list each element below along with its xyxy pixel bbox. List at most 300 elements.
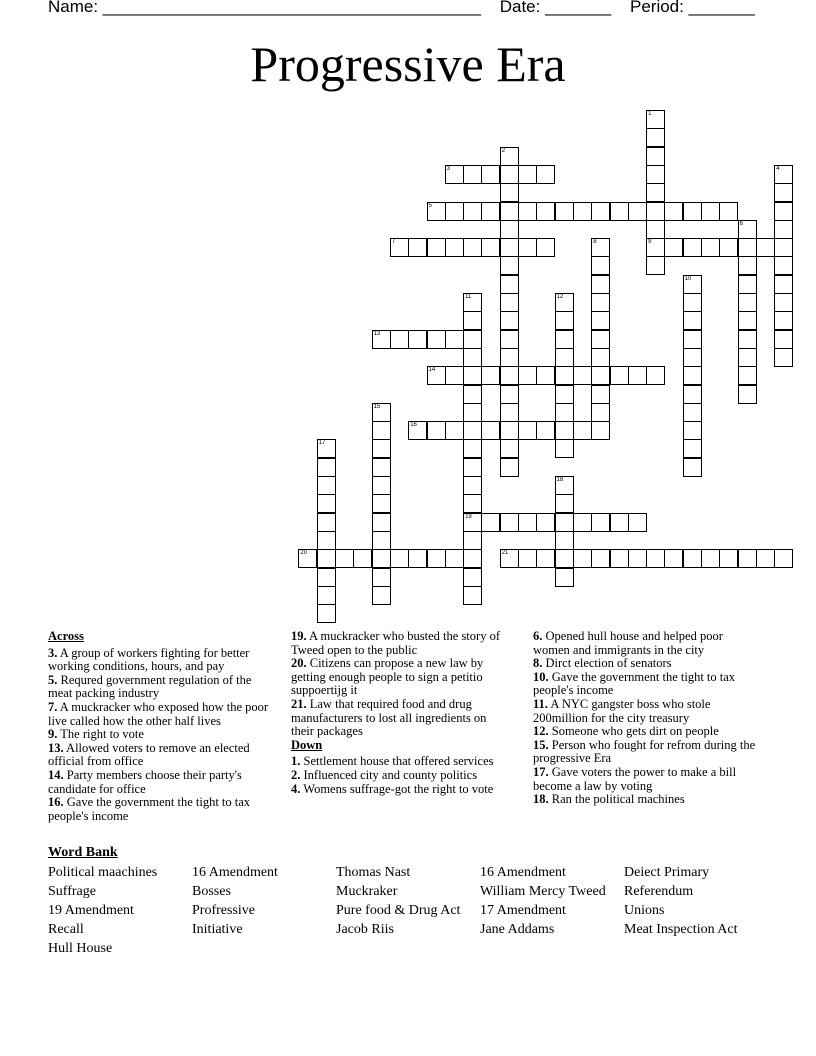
crossword-cell[interactable] [481,513,500,532]
date-field[interactable]: Date: _______ [499,0,612,16]
clue-number-label: 5. [48,672,58,687]
crossword-cell[interactable] [500,293,519,312]
crossword-cell[interactable] [591,275,610,294]
crossword-cell[interactable] [500,330,519,349]
crossword-cell[interactable] [463,366,482,385]
crossword-cell[interactable] [481,238,500,257]
period-field[interactable]: Period: _______ [630,0,755,16]
crossword-cell[interactable] [481,165,500,184]
crossword-cell[interactable] [463,513,482,532]
crossword-cell[interactable] [646,147,665,166]
word-bank-item: Unions [624,903,665,918]
clue-number: 19 [465,513,472,520]
crossword-cell[interactable] [591,385,610,404]
crossword-cell[interactable] [555,531,574,550]
crossword-cell[interactable] [555,494,574,513]
down-clue [533,739,759,766]
clue-number-label: 10. [533,669,549,684]
clue-number-label: 1. [291,754,301,769]
clue-number: 12 [556,294,564,300]
crossword-cell[interactable] [463,439,482,458]
crossword-cell[interactable] [463,311,482,330]
crossword-cell[interactable] [738,385,757,404]
across-clue [48,647,276,674]
crossword-cell[interactable] [610,202,629,221]
crossword-cell[interactable] [738,366,757,385]
clue-text: Opened hull house and helped poor women and immigrants in the city [533,629,723,657]
crossword-cell[interactable] [664,202,683,221]
crossword-cell[interactable] [427,421,446,440]
crossword-cell[interactable] [500,275,519,294]
word-bank-item: Thomas Nast [336,865,411,880]
clue-number: 7 [391,239,396,246]
crossword-cell[interactable] [536,366,555,385]
crossword-cell[interactable] [646,165,665,184]
crossword-cell[interactable] [317,586,336,605]
crossword-cell[interactable] [738,330,757,349]
crossword-cell[interactable] [518,165,537,184]
crossword-cell[interactable] [536,165,555,184]
crossword-cell[interactable] [518,366,537,385]
crossword-cell[interactable] [408,330,427,349]
clue-number-label: 4. [291,781,301,796]
crossword-cell[interactable] [463,165,482,184]
word-bank-item: Muckraker [336,884,398,899]
crossword-cell[interactable] [536,513,555,532]
crossword-cell[interactable] [445,330,464,349]
clue-text: Settlement house that offered services [300,754,494,769]
crossword-cell[interactable] [555,293,574,312]
crossword-cell[interactable] [463,348,482,367]
crossword-cell[interactable] [774,165,793,184]
word-bank-item: 19 Amendment [48,903,134,918]
clue-number-label: 20. [291,656,307,671]
crossword-cell[interactable] [463,385,482,404]
down-clue [291,755,511,769]
crossword-cell[interactable] [372,531,391,550]
crossword-cell[interactable] [628,549,647,568]
crossword-cell[interactable] [646,183,665,202]
crossword-cell[interactable] [774,183,793,202]
crossword-cell[interactable] [664,238,683,257]
crossword-cell[interactable] [463,568,482,587]
word-bank-item: Profressive [192,903,255,918]
crossword-cell[interactable] [372,494,391,513]
crossword-cell[interactable] [317,458,336,477]
crossword-cell[interactable] [500,183,519,202]
clue-text: Law that required food and drug manufacturers to lost all ingredients on their packages [291,696,487,739]
clue-number-label: 8. [533,656,543,671]
crossword-cell[interactable] [372,458,391,477]
clue-number: 20 [300,550,308,557]
crossword-cell[interactable] [573,513,592,532]
crossword-cell[interactable] [683,366,702,385]
clue-number-label: 6. [533,629,543,643]
clue-text: Ran the political machines [548,792,685,807]
crossword-cell[interactable] [683,275,702,294]
crossword-cell[interactable] [463,549,482,568]
crossword-cell[interactable] [591,421,610,440]
down-clue [533,671,759,698]
clue-number: 18 [556,477,564,483]
crossword-cell[interactable] [774,275,793,294]
crossword-cell[interactable] [555,476,574,495]
crossword-cell[interactable] [683,421,702,440]
crossword-cell[interactable] [774,549,793,568]
clue-number: 5 [428,202,432,209]
crossword-cell[interactable] [555,513,574,532]
crossword-cell[interactable] [500,147,519,166]
crossword-cell[interactable] [536,202,555,221]
down-clue [533,657,759,671]
crossword-cell[interactable] [555,549,574,568]
crossword-cell[interactable] [555,366,574,385]
crossword-cell[interactable] [500,165,519,184]
across-clue [291,657,511,698]
crossword-cell[interactable] [646,366,665,385]
word-bank-item: Jane Addams [480,922,555,937]
crossword-cell[interactable] [646,256,665,275]
crossword-cell[interactable] [408,421,427,440]
clue-number: 14 [428,367,436,374]
clue-text: Dirct election of senators [542,656,672,671]
clue-number-label: 13. [48,740,64,755]
down-heading: Down [291,737,323,752]
clue-number: 16 [410,422,417,429]
crossword-cell[interactable] [427,330,446,349]
clue-number: 10 [684,275,692,282]
crossword-cell[interactable] [591,366,610,385]
crossword-cell[interactable] [555,439,574,458]
crossword-cell[interactable] [372,549,391,568]
crossword-cell[interactable] [335,549,354,568]
crossword-cell[interactable] [701,238,720,257]
crossword-cell[interactable] [591,202,610,221]
clue-number-label: 9. [48,727,58,742]
word-bank-item: Recall [48,922,84,937]
crossword-cell[interactable] [573,421,592,440]
clue-text: A muckracker who exposed how the poor live called how the other half lives [48,699,269,728]
crossword-cell[interactable] [500,549,519,568]
crossword-cell[interactable] [463,531,482,550]
crossword-cell[interactable] [500,385,519,404]
crossword-cell[interactable] [738,549,757,568]
clue-text: A NYC gangster boss who stole 200million for the city treasury [533,696,711,725]
crossword-cell[interactable] [719,202,738,221]
crossword-cell[interactable] [738,256,757,275]
clue-number: 4 [776,165,780,172]
crossword-cell[interactable] [518,549,537,568]
clue-number: 8 [593,239,597,246]
crossword-cell[interactable] [445,549,464,568]
crossword-cell[interactable] [738,238,757,257]
crossword-cell[interactable] [555,348,574,367]
crossword-cell[interactable] [683,458,702,477]
across-clue [48,769,276,796]
clue-number-label: 7. [48,699,58,714]
clues-column-3 [533,630,759,807]
word-bank-item: Referendum [624,884,694,899]
crossword-cell[interactable] [427,202,446,221]
clue-text: Gave the government the tight to tax people's income [533,669,736,698]
clue-number: 9 [648,239,652,246]
crossword-cell[interactable] [481,421,500,440]
crossword-cell[interactable] [683,439,702,458]
clue-text: Gave voters the power to make a bill become a law by voting [533,764,737,793]
crossword-cell[interactable] [774,330,793,349]
clue-text: Citizens can propose a new law by getting enough people to sign a petitio suppoertijg it [291,656,484,698]
down-clue [533,766,759,793]
crossword-cell[interactable] [628,202,647,221]
crossword-cell[interactable] [353,549,372,568]
clue-text: Party members choose their party's candidate for office [48,767,242,796]
crossword-cell[interactable] [774,293,793,312]
crossword-cell[interactable] [427,366,446,385]
word-bank-item: 17 Amendment [480,903,566,918]
crossword-cell[interactable] [536,238,555,257]
clue-number: 15 [373,403,381,410]
crossword-cell[interactable] [591,256,610,275]
word-bank-item: Bosses [192,884,231,899]
clue-number-label: 15. [533,737,549,752]
crossword-cell[interactable] [719,549,738,568]
crossword-cell[interactable] [445,421,464,440]
clue-text: Someone who gets dirt on people [548,724,719,739]
crossword-cell[interactable] [463,586,482,605]
crossword-cell[interactable] [500,238,519,257]
across-clue [291,698,511,739]
crossword-cell[interactable] [683,293,702,312]
crossword-cell[interactable] [683,330,702,349]
crossword-cell[interactable] [317,494,336,513]
down-clue [533,630,759,657]
crossword-cell[interactable] [317,531,336,550]
clue-text: The right to vote [57,727,144,742]
crossword-cell[interactable] [445,366,464,385]
crossword-cell[interactable] [445,165,464,184]
crossword-cell[interactable] [390,238,409,257]
clue-number-label: 2. [291,767,301,782]
clue-text: Allowed voters to remove an elected official from office [48,740,250,769]
down-clue [533,793,759,807]
crossword-cell[interactable] [774,238,793,257]
crossword-cell[interactable] [372,476,391,495]
crossword-cell[interactable] [591,549,610,568]
down-clue [533,725,759,739]
crossword-cell[interactable] [427,238,446,257]
clue-number: 11 [465,294,472,300]
clue-number-label: 11. [533,696,548,711]
crossword-cell[interactable] [683,348,702,367]
crossword-cell[interactable] [646,220,665,239]
crossword-cell[interactable] [756,238,775,257]
crossword-cell[interactable] [555,330,574,349]
crossword-cell[interactable] [591,330,610,349]
crossword-cell[interactable] [774,311,793,330]
crossword-cell[interactable] [500,421,519,440]
crossword-cell[interactable] [628,366,647,385]
clue-text: Womens suffrage-got the right to vote [300,781,494,796]
crossword-cell[interactable] [500,513,519,532]
crossword-cell[interactable] [573,202,592,221]
word-bank-item: Deiect Primary [624,865,710,880]
crossword-cell[interactable] [500,439,519,458]
crossword-cell[interactable] [500,348,519,367]
crossword-cell[interactable] [500,311,519,330]
crossword-cell[interactable] [427,549,446,568]
across-clue [48,796,276,823]
word-bank [48,863,768,958]
crossword-cell[interactable] [390,330,409,349]
crossword-cell[interactable] [372,330,391,349]
crossword-cell[interactable] [573,366,592,385]
crossword-cell[interactable] [500,458,519,477]
crossword-cell[interactable] [738,220,757,239]
crossword-cell[interactable] [463,403,482,422]
across-heading: Across [48,629,84,643]
clue-number-label: 16. [48,795,64,810]
clue-number-label: 19. [291,629,307,643]
crossword-cell[interactable] [518,202,537,221]
crossword-cell[interactable] [555,311,574,330]
crossword-cell[interactable] [500,403,519,422]
crossword-cell[interactable] [372,513,391,532]
clue-number-label: 21. [291,696,307,711]
crossword-cell[interactable] [738,311,757,330]
clue-number-label: 3. [48,645,58,660]
crossword-cell[interactable] [646,202,665,221]
down-clue [533,698,759,725]
crossword-cell[interactable] [774,256,793,275]
crossword-cell[interactable] [518,513,537,532]
word-bank-item: Suffrage [48,884,96,899]
crossword-cell[interactable] [701,202,720,221]
crossword-cell[interactable] [555,202,574,221]
crossword-cell[interactable] [500,366,519,385]
across-clue [291,630,511,657]
crossword-cell[interactable] [555,421,574,440]
word-bank-item: 16 Amendment [480,865,566,880]
crossword-cell[interactable] [481,202,500,221]
crossword-cell[interactable] [463,330,482,349]
crossword-cell[interactable] [555,568,574,587]
crossword-cell[interactable] [536,549,555,568]
down-clue [291,783,511,797]
crossword-cell[interactable] [628,513,647,532]
name-field[interactable]: Name: ________________________________________ [48,0,481,16]
crossword-cell[interactable] [463,458,482,477]
crossword-cell[interactable] [683,403,702,422]
crossword-cell[interactable] [536,421,555,440]
crossword-cell[interactable] [646,238,665,257]
crossword-cell[interactable] [610,513,629,532]
crossword-cell[interactable] [390,549,409,568]
clue-number: 13 [373,330,381,337]
crossword-cell[interactable] [774,348,793,367]
crossword-cell[interactable] [683,311,702,330]
crossword-cell[interactable] [500,202,519,221]
crossword-cell[interactable] [573,549,592,568]
crossword-cell[interactable] [683,385,702,404]
crossword-cell[interactable] [738,293,757,312]
crossword-cell[interactable] [756,549,775,568]
crossword-cell[interactable] [463,238,482,257]
crossword-cell[interactable] [408,238,427,257]
crossword-cell[interactable] [591,293,610,312]
crossword-cell[interactable] [408,549,427,568]
crossword-cell[interactable] [738,275,757,294]
crossword-cell[interactable] [719,238,738,257]
crossword-cell[interactable] [445,238,464,257]
crossword-cell[interactable] [372,568,391,587]
crossword-cell[interactable] [591,513,610,532]
crossword-cell[interactable] [555,385,574,404]
crossword-cell[interactable] [317,568,336,587]
crossword-cell[interactable] [372,586,391,605]
crossword-cell[interactable] [683,202,702,221]
crossword-cell[interactable] [372,403,391,422]
crossword-cell[interactable] [463,293,482,312]
crossword-cell[interactable] [555,403,574,422]
crossword-cell[interactable] [610,366,629,385]
crossword-cell[interactable] [500,256,519,275]
crossword-cell[interactable] [317,513,336,532]
crossword-cell[interactable] [591,311,610,330]
crossword-cell[interactable] [774,220,793,239]
word-bank-item: Hull House [48,941,113,956]
crossword-cell[interactable] [445,202,464,221]
clue-number-label: 18. [533,792,549,807]
crossword-cell[interactable] [646,549,665,568]
crossword-cell[interactable] [646,128,665,147]
crossword-cell[interactable] [317,604,336,623]
crossword-cell[interactable] [317,439,336,458]
crossword-cell[interactable] [683,549,702,568]
crossword-cell[interactable] [591,348,610,367]
crossword-cell[interactable] [774,202,793,221]
crossword-cell[interactable] [591,403,610,422]
crossword-cell[interactable] [738,348,757,367]
crossword-cell[interactable] [317,549,336,568]
crossword-cell[interactable] [372,439,391,458]
crossword-cell[interactable] [463,476,482,495]
crossword-cell[interactable] [500,220,519,239]
crossword-cell[interactable] [317,476,336,495]
crossword-cell[interactable] [610,549,629,568]
crossword-cell[interactable] [518,238,537,257]
crossword-cell[interactable] [372,421,391,440]
crossword-cell[interactable] [646,110,665,129]
crossword-cell[interactable] [463,202,482,221]
crossword-cell[interactable] [518,421,537,440]
across-clue [48,742,276,769]
clue-text: Person who fought for refrom during the progressive Era [533,737,756,766]
clue-text: Influenced city and county politics [300,767,478,782]
across-clue [48,728,276,742]
clue-number: 6 [739,220,743,227]
crossword-cell[interactable] [463,421,482,440]
crossword-cell[interactable] [683,238,702,257]
crossword-cell[interactable] [298,549,317,568]
crossword-cell[interactable] [463,494,482,513]
word-bank-item: Meat Inspection Act [624,922,738,937]
crossword-cell[interactable] [701,549,720,568]
crossword-cell[interactable] [664,549,683,568]
crossword-cell[interactable] [481,366,500,385]
clue-number: 2 [501,147,506,154]
crossword-cell[interactable] [591,238,610,257]
word-bank-heading: Word Bank [48,845,118,860]
